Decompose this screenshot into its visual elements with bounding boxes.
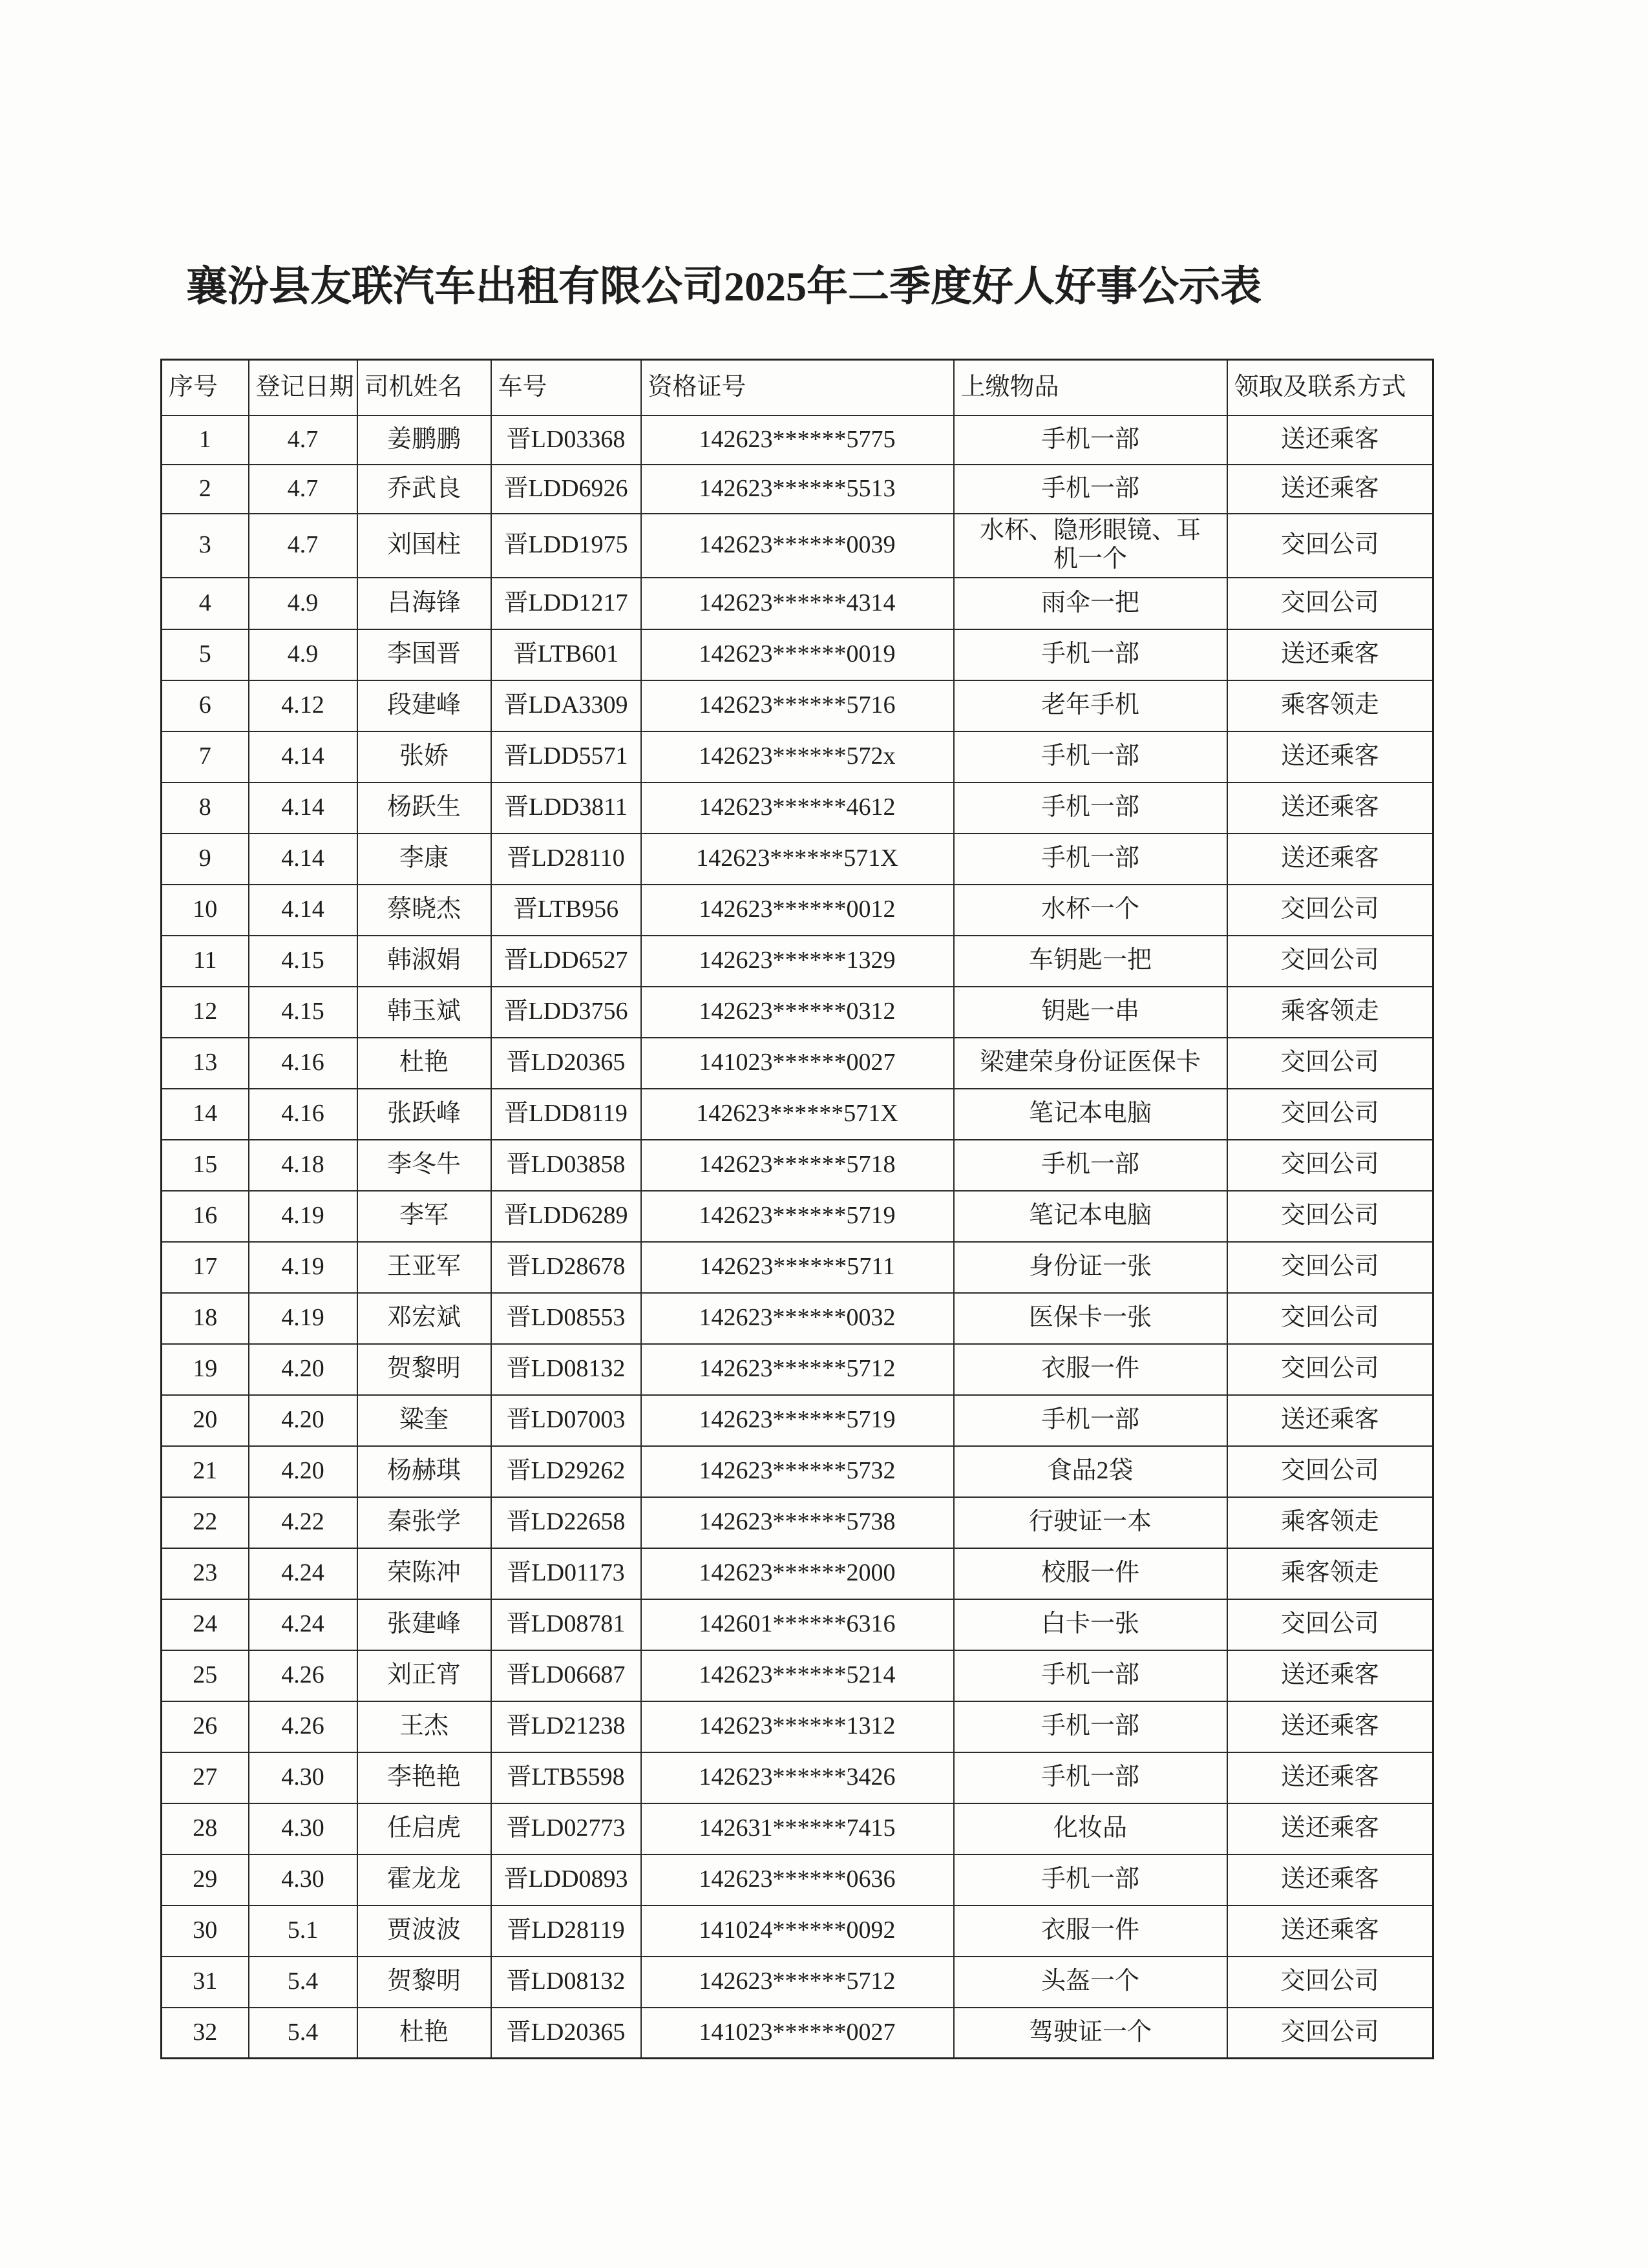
table-row [162, 1446, 1433, 1497]
cell-date: 4.14 [249, 885, 357, 936]
cell-seq: 1 [162, 415, 249, 465]
cell-date: 4.14 [249, 782, 357, 834]
cell-item: 手机一部 [954, 415, 1227, 465]
cell-date: 4.30 [249, 1803, 357, 1854]
cell-item: 笔记本电脑 [954, 1089, 1227, 1140]
cell-handling: 交回公司 [1227, 885, 1433, 936]
cell-driver-name: 张跃峰 [357, 1089, 491, 1140]
cell-driver-name: 李艳艳 [357, 1752, 491, 1803]
table-row [162, 1038, 1433, 1089]
table-row [162, 1395, 1433, 1446]
table-row [162, 1548, 1433, 1599]
cell-plate: 晋LDD1975 [491, 514, 641, 578]
cell-license-no: 142623******0636 [641, 1854, 954, 1906]
cell-item: 身份证一张 [954, 1242, 1227, 1293]
cell-driver-name: 王杰 [357, 1701, 491, 1752]
cell-item: 车钥匙一把 [954, 936, 1227, 987]
cell-item: 驾驶证一个 [954, 2008, 1227, 2059]
cell-handling: 送还乘客 [1227, 834, 1433, 885]
cell-plate: 晋LTB956 [491, 885, 641, 936]
cell-date: 4.15 [249, 987, 357, 1038]
table-row [162, 415, 1433, 465]
cell-date: 4.26 [249, 1650, 357, 1701]
cell-item: 手机一部 [954, 1752, 1227, 1803]
header-plate: 车号 [491, 360, 641, 415]
cell-date: 5.4 [249, 1957, 357, 2008]
cell-seq: 15 [162, 1140, 249, 1191]
table-body [162, 415, 1433, 2059]
cell-handling: 交回公司 [1227, 1957, 1433, 2008]
cell-plate: 晋LD08781 [491, 1599, 641, 1650]
cell-license-no: 142623******5712 [641, 1957, 954, 2008]
cell-seq: 13 [162, 1038, 249, 1089]
table-row [162, 578, 1433, 629]
table-row [162, 629, 1433, 680]
cell-seq: 25 [162, 1650, 249, 1701]
table-row [162, 782, 1433, 834]
cell-seq: 19 [162, 1344, 249, 1395]
cell-license-no: 142623******5718 [641, 1140, 954, 1191]
cell-handling: 交回公司 [1227, 578, 1433, 629]
cell-seq: 7 [162, 731, 249, 782]
cell-plate: 晋LDD0893 [491, 1854, 641, 1906]
cell-handling: 送还乘客 [1227, 731, 1433, 782]
cell-handling: 交回公司 [1227, 1293, 1433, 1344]
cell-driver-name: 刘正宵 [357, 1650, 491, 1701]
cell-plate: 晋LD28678 [491, 1242, 641, 1293]
cell-seq: 4 [162, 578, 249, 629]
cell-date: 4.14 [249, 834, 357, 885]
cell-plate: 晋LD20365 [491, 2008, 641, 2059]
cell-driver-name: 荣陈冲 [357, 1548, 491, 1599]
cell-license-no: 141023******0027 [641, 2008, 954, 2059]
cell-seq: 6 [162, 680, 249, 731]
cell-item: 手机一部 [954, 782, 1227, 834]
table-row [162, 514, 1433, 578]
cell-license-no: 142623******0312 [641, 987, 954, 1038]
cell-seq: 9 [162, 834, 249, 885]
cell-item: 水杯、隐形眼镜、耳机一个 [954, 514, 1227, 578]
cell-plate: 晋LD02773 [491, 1803, 641, 1854]
table-row [162, 885, 1433, 936]
cell-handling: 送还乘客 [1227, 782, 1433, 834]
table-row [162, 834, 1433, 885]
cell-handling: 交回公司 [1227, 936, 1433, 987]
cell-license-no: 142623******5214 [641, 1650, 954, 1701]
cell-plate: 晋LD08132 [491, 1957, 641, 2008]
header-driver-name: 司机姓名 [357, 360, 491, 415]
cell-date: 4.7 [249, 514, 357, 578]
cell-item: 雨伞一把 [954, 578, 1227, 629]
cell-seq: 10 [162, 885, 249, 936]
cell-driver-name: 张娇 [357, 731, 491, 782]
cell-handling: 送还乘客 [1227, 465, 1433, 514]
cell-item: 水杯一个 [954, 885, 1227, 936]
cell-plate: 晋LD03368 [491, 415, 641, 465]
cell-plate: 晋LDD3756 [491, 987, 641, 1038]
cell-driver-name: 吕海锋 [357, 578, 491, 629]
cell-license-no: 141024******0092 [641, 1906, 954, 1957]
cell-driver-name: 邓宏斌 [357, 1293, 491, 1344]
cell-license-no: 142623******5775 [641, 415, 954, 465]
table-row [162, 2008, 1433, 2059]
cell-item: 衣服一件 [954, 1344, 1227, 1395]
cell-plate: 晋LTB5598 [491, 1752, 641, 1803]
cell-plate: 晋LDD5571 [491, 731, 641, 782]
cell-date: 4.9 [249, 578, 357, 629]
cell-item: 食品2袋 [954, 1446, 1227, 1497]
cell-handling: 送还乘客 [1227, 1752, 1433, 1803]
cell-item: 笔记本电脑 [954, 1191, 1227, 1242]
cell-date: 4.30 [249, 1752, 357, 1803]
cell-plate: 晋LD08553 [491, 1293, 641, 1344]
cell-date: 4.7 [249, 415, 357, 465]
cell-license-no: 142623******571X [641, 1089, 954, 1140]
table-row [162, 1344, 1433, 1395]
cell-license-no: 142623******0012 [641, 885, 954, 936]
cell-handling: 交回公司 [1227, 1446, 1433, 1497]
cell-handling: 送还乘客 [1227, 1395, 1433, 1446]
cell-seq: 23 [162, 1548, 249, 1599]
cell-plate: 晋LD03858 [491, 1140, 641, 1191]
cell-date: 4.16 [249, 1038, 357, 1089]
header-handling: 领取及联系方式 [1227, 360, 1433, 415]
cell-license-no: 142623******572x [641, 731, 954, 782]
cell-license-no: 142623******5712 [641, 1344, 954, 1395]
header-date: 登记日期 [249, 360, 357, 415]
cell-item: 手机一部 [954, 1140, 1227, 1191]
cell-plate: 晋LD01173 [491, 1548, 641, 1599]
cell-plate: 晋LD22658 [491, 1497, 641, 1548]
cell-seq: 32 [162, 2008, 249, 2059]
cell-driver-name: 蔡晓杰 [357, 885, 491, 936]
table-row [162, 1650, 1433, 1701]
cell-plate: 晋LD29262 [491, 1446, 641, 1497]
cell-seq: 22 [162, 1497, 249, 1548]
cell-driver-name: 李冬牛 [357, 1140, 491, 1191]
cell-handling: 交回公司 [1227, 2008, 1433, 2059]
table-row [162, 987, 1433, 1038]
table-row [162, 1089, 1433, 1140]
cell-item: 手机一部 [954, 1701, 1227, 1752]
cell-driver-name: 贺黎明 [357, 1344, 491, 1395]
cell-date: 4.7 [249, 465, 357, 514]
cell-item: 手机一部 [954, 1395, 1227, 1446]
cell-item: 梁建荣身份证医保卡 [954, 1038, 1227, 1089]
cell-seq: 5 [162, 629, 249, 680]
cell-date: 4.24 [249, 1548, 357, 1599]
cell-item: 手机一部 [954, 1854, 1227, 1906]
table-header [162, 360, 1433, 415]
cell-date: 4.18 [249, 1140, 357, 1191]
table-row [162, 1906, 1433, 1957]
cell-seq: 27 [162, 1752, 249, 1803]
header-item: 上缴物品 [954, 360, 1227, 415]
cell-seq: 21 [162, 1446, 249, 1497]
cell-license-no: 142623******0039 [641, 514, 954, 578]
cell-seq: 2 [162, 465, 249, 514]
table-row [162, 465, 1433, 514]
cell-driver-name: 张建峰 [357, 1599, 491, 1650]
cell-plate: 晋LDD1217 [491, 578, 641, 629]
cell-handling: 交回公司 [1227, 1038, 1433, 1089]
cell-date: 4.26 [249, 1701, 357, 1752]
cell-plate: 晋LTB601 [491, 629, 641, 680]
cell-driver-name: 粱奎 [357, 1395, 491, 1446]
cell-handling: 乘客领走 [1227, 1548, 1433, 1599]
cell-driver-name: 李军 [357, 1191, 491, 1242]
cell-driver-name: 贾波波 [357, 1906, 491, 1957]
cell-item: 钥匙一串 [954, 987, 1227, 1038]
cell-item: 手机一部 [954, 834, 1227, 885]
table-row [162, 1599, 1433, 1650]
cell-license-no: 142623******5716 [641, 680, 954, 731]
cell-handling: 送还乘客 [1227, 1854, 1433, 1906]
cell-date: 4.12 [249, 680, 357, 731]
cell-plate: 晋LD06687 [491, 1650, 641, 1701]
cell-handling: 送还乘客 [1227, 1650, 1433, 1701]
cell-date: 5.1 [249, 1906, 357, 1957]
cell-item: 手机一部 [954, 629, 1227, 680]
cell-item: 行驶证一本 [954, 1497, 1227, 1548]
table-row [162, 680, 1433, 731]
cell-item: 医保卡一张 [954, 1293, 1227, 1344]
cell-license-no: 142623******0019 [641, 629, 954, 680]
cell-plate: 晋LD28110 [491, 834, 641, 885]
cell-plate: 晋LDD6926 [491, 465, 641, 514]
cell-driver-name: 韩玉斌 [357, 987, 491, 1038]
cell-handling: 交回公司 [1227, 1089, 1433, 1140]
cell-driver-name: 韩淑娟 [357, 936, 491, 987]
cell-seq: 3 [162, 514, 249, 578]
cell-seq: 28 [162, 1803, 249, 1854]
table-row [162, 1293, 1433, 1344]
cell-handling: 交回公司 [1227, 1191, 1433, 1242]
cell-handling: 乘客领走 [1227, 680, 1433, 731]
cell-handling: 送还乘客 [1227, 629, 1433, 680]
header-row [162, 360, 1433, 415]
cell-item: 校服一件 [954, 1548, 1227, 1599]
cell-date: 4.24 [249, 1599, 357, 1650]
table-row [162, 1752, 1433, 1803]
cell-date: 4.22 [249, 1497, 357, 1548]
cell-license-no: 142623******1329 [641, 936, 954, 987]
cell-date: 4.15 [249, 936, 357, 987]
cell-handling: 送还乘客 [1227, 1906, 1433, 1957]
cell-license-no: 142623******5719 [641, 1395, 954, 1446]
cell-seq: 16 [162, 1191, 249, 1242]
cell-date: 4.19 [249, 1191, 357, 1242]
cell-handling: 送还乘客 [1227, 415, 1433, 465]
cell-date: 4.16 [249, 1089, 357, 1140]
cell-license-no: 141023******0027 [641, 1038, 954, 1089]
cell-driver-name: 贺黎明 [357, 1957, 491, 2008]
cell-date: 4.19 [249, 1293, 357, 1344]
header-license-no: 资格证号 [641, 360, 954, 415]
cell-plate: 晋LD20365 [491, 1038, 641, 1089]
cell-license-no: 142631******7415 [641, 1803, 954, 1854]
cell-driver-name: 杨跃生 [357, 782, 491, 834]
table-row [162, 1140, 1433, 1191]
cell-driver-name: 任启虎 [357, 1803, 491, 1854]
cell-license-no: 142623******5719 [641, 1191, 954, 1242]
cell-seq: 20 [162, 1395, 249, 1446]
cell-plate: 晋LDD3811 [491, 782, 641, 834]
table-row [162, 1242, 1433, 1293]
table-row [162, 936, 1433, 987]
cell-handling: 乘客领走 [1227, 1497, 1433, 1548]
table-row [162, 1957, 1433, 2008]
cell-plate: 晋LDD6289 [491, 1191, 641, 1242]
table-row [162, 1854, 1433, 1906]
cell-date: 5.4 [249, 2008, 357, 2059]
cell-seq: 24 [162, 1599, 249, 1650]
cell-driver-name: 秦张学 [357, 1497, 491, 1548]
cell-handling: 交回公司 [1227, 1599, 1433, 1650]
cell-date: 4.20 [249, 1446, 357, 1497]
cell-date: 4.30 [249, 1854, 357, 1906]
cell-seq: 17 [162, 1242, 249, 1293]
cell-plate: 晋LD21238 [491, 1701, 641, 1752]
cell-plate: 晋LD28119 [491, 1906, 641, 1957]
cell-driver-name: 刘国柱 [357, 514, 491, 578]
cell-seq: 26 [162, 1701, 249, 1752]
cell-license-no: 142623******5738 [641, 1497, 954, 1548]
cell-driver-name: 李国晋 [357, 629, 491, 680]
cell-seq: 8 [162, 782, 249, 834]
cell-driver-name: 乔武良 [357, 465, 491, 514]
cell-seq: 12 [162, 987, 249, 1038]
cell-item: 白卡一张 [954, 1599, 1227, 1650]
cell-driver-name: 杜艳 [357, 2008, 491, 2059]
cell-driver-name: 李康 [357, 834, 491, 885]
cell-handling: 乘客领走 [1227, 987, 1433, 1038]
cell-license-no: 142623******3426 [641, 1752, 954, 1803]
cell-handling: 送还乘客 [1227, 1701, 1433, 1752]
good-deeds-table [160, 359, 1434, 2059]
table-row [162, 1803, 1433, 1854]
cell-license-no: 142623******571X [641, 834, 954, 885]
cell-license-no: 142623******2000 [641, 1548, 954, 1599]
cell-license-no: 142623******5732 [641, 1446, 954, 1497]
cell-item: 手机一部 [954, 465, 1227, 514]
table-row [162, 1191, 1433, 1242]
cell-seq: 11 [162, 936, 249, 987]
cell-date: 4.20 [249, 1395, 357, 1446]
cell-item: 老年手机 [954, 680, 1227, 731]
cell-handling: 交回公司 [1227, 514, 1433, 578]
cell-license-no: 142623******4314 [641, 578, 954, 629]
cell-driver-name: 姜鹏鹏 [357, 415, 491, 465]
cell-item: 手机一部 [954, 1650, 1227, 1701]
cell-driver-name: 杨赫琪 [357, 1446, 491, 1497]
cell-license-no: 142623******1312 [641, 1701, 954, 1752]
cell-license-no: 142601******6316 [641, 1599, 954, 1650]
cell-license-no: 142623******5513 [641, 465, 954, 514]
document-title: 襄汾县友联汽车出租有限公司2025年二季度好人好事公示表 [186, 264, 1262, 310]
cell-driver-name: 杜艳 [357, 1038, 491, 1089]
cell-handling: 送还乘客 [1227, 1803, 1433, 1854]
table-row [162, 1701, 1433, 1752]
cell-plate: 晋LD08132 [491, 1344, 641, 1395]
table-row [162, 1497, 1433, 1548]
cell-plate: 晋LD07003 [491, 1395, 641, 1446]
cell-handling: 交回公司 [1227, 1344, 1433, 1395]
cell-seq: 29 [162, 1854, 249, 1906]
cell-item: 头盔一个 [954, 1957, 1227, 2008]
cell-license-no: 142623******5711 [641, 1242, 954, 1293]
cell-plate: 晋LDA3309 [491, 680, 641, 731]
cell-date: 4.9 [249, 629, 357, 680]
cell-license-no: 142623******0032 [641, 1293, 954, 1344]
cell-driver-name: 霍龙龙 [357, 1854, 491, 1906]
table-row [162, 731, 1433, 782]
header-seq: 序号 [162, 360, 249, 415]
cell-handling: 交回公司 [1227, 1140, 1433, 1191]
cell-seq: 14 [162, 1089, 249, 1140]
cell-seq: 18 [162, 1293, 249, 1344]
cell-item: 化妆品 [954, 1803, 1227, 1854]
cell-driver-name: 段建峰 [357, 680, 491, 731]
cell-item: 手机一部 [954, 731, 1227, 782]
cell-date: 4.20 [249, 1344, 357, 1395]
cell-handling: 交回公司 [1227, 1242, 1433, 1293]
cell-seq: 31 [162, 1957, 249, 2008]
cell-date: 4.19 [249, 1242, 357, 1293]
cell-item: 衣服一件 [954, 1906, 1227, 1957]
cell-plate: 晋LDD6527 [491, 936, 641, 987]
cell-license-no: 142623******4612 [641, 782, 954, 834]
cell-seq: 30 [162, 1906, 249, 1957]
cell-plate: 晋LDD8119 [491, 1089, 641, 1140]
cell-driver-name: 王亚军 [357, 1242, 491, 1293]
cell-date: 4.14 [249, 731, 357, 782]
